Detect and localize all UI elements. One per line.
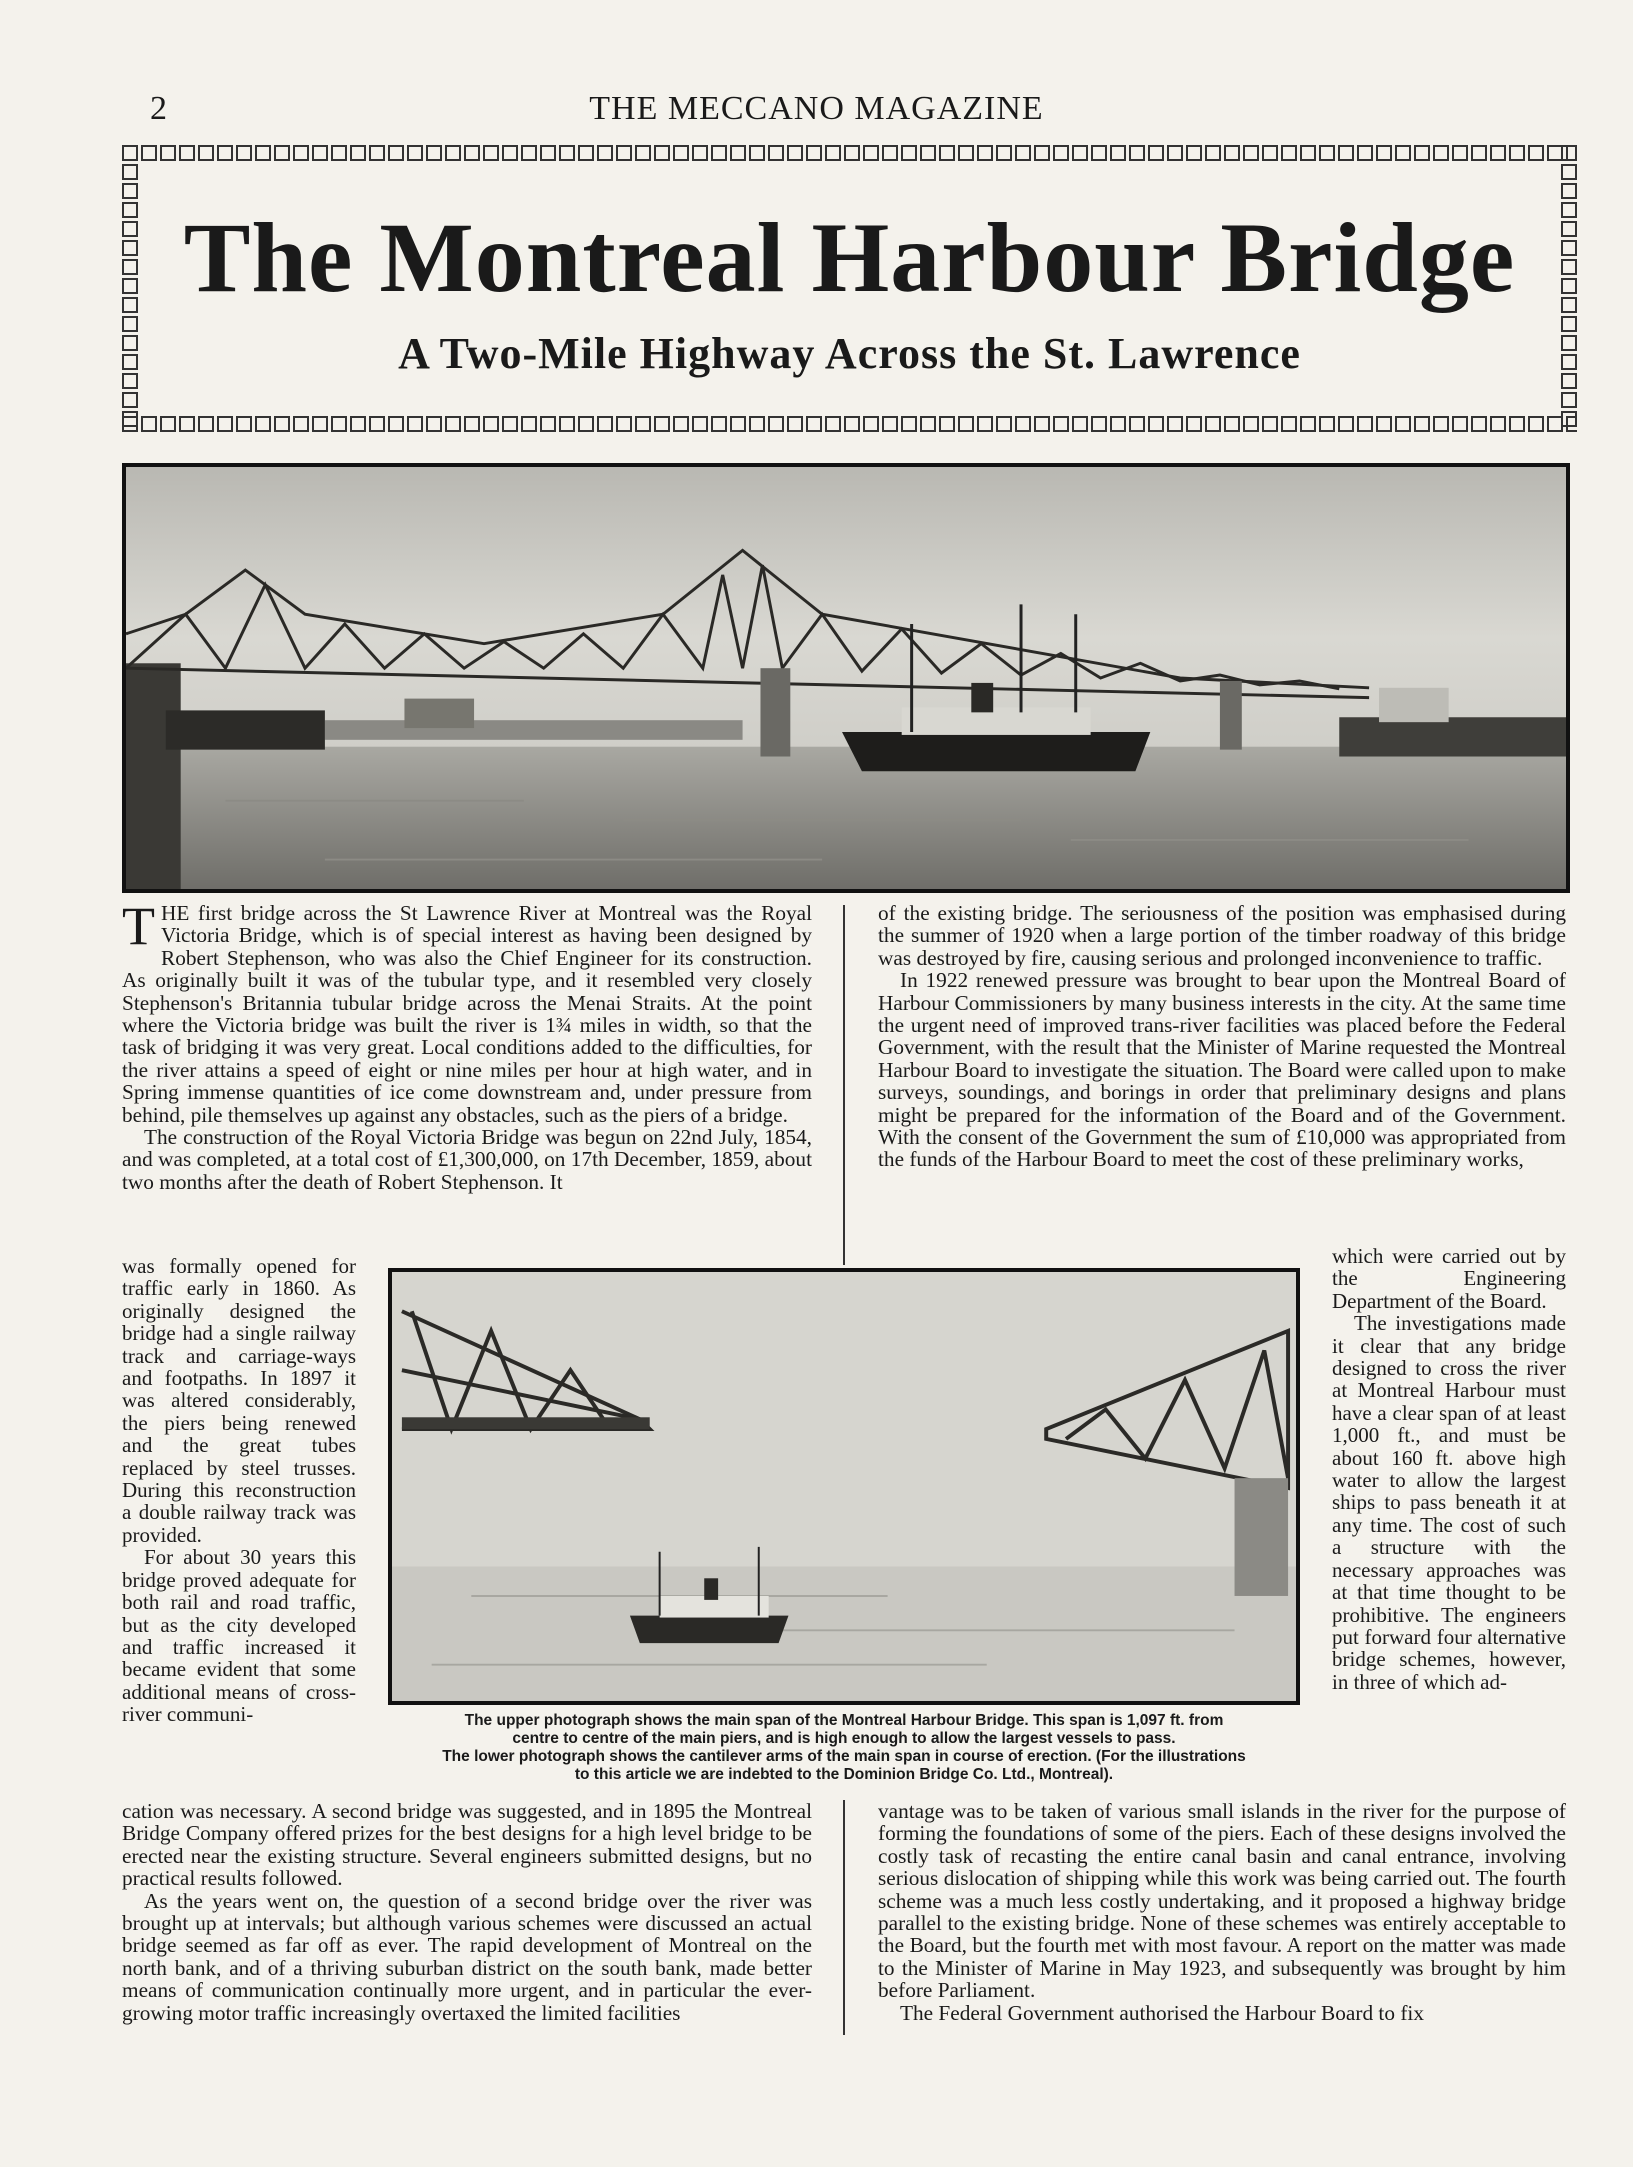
border-square: [1129, 416, 1145, 432]
paragraph: vantage was to be taken of various small islands in the river for the purpose of forming the foundations of some of the piers. Each of these designs involved the costly task of recasting the entire canal basin and canal entrance, involving serious dislocation of shipping while this work was being carried out. The fourth scheme was a much less costly undertaking, and it proposed a highway bridge parallel to the existing bridge. None of these schemes was entirely acceptable to the Board, but the fourth met with most favour. A report on the matter was made to the Minister of Marine in May 1923, and subsequently was brought by him before Parliament.: [878, 1799, 1566, 2003]
border-square: [483, 416, 499, 432]
border-square: [1509, 145, 1525, 161]
border-square: [882, 145, 898, 161]
border-square: [1091, 145, 1107, 161]
border-square: [198, 416, 214, 432]
border-square: [1433, 145, 1449, 161]
border-square: [768, 416, 784, 432]
border-square: [1561, 183, 1577, 199]
border-square: [1561, 145, 1577, 161]
border-square: [654, 416, 670, 432]
border-square: [179, 145, 195, 161]
border-square: [1186, 145, 1202, 161]
border-square: [1281, 416, 1297, 432]
border-square: [635, 416, 651, 432]
border-square: [217, 416, 233, 432]
border-square: [293, 145, 309, 161]
border-square: [578, 416, 594, 432]
border-square: [977, 416, 993, 432]
border-square: [939, 416, 955, 432]
article-left-column-bottom: [122, 1800, 812, 2024]
border-square: [863, 416, 879, 432]
border-square: [1205, 145, 1221, 161]
border-square: [445, 416, 461, 432]
border-square: [540, 416, 556, 432]
border-square: [578, 145, 594, 161]
article-left-column-top: [122, 896, 812, 1194]
border-square: [141, 145, 157, 161]
border-square: [1376, 416, 1392, 432]
border-square: [160, 416, 176, 432]
border-square: [236, 145, 252, 161]
paragraph: The Federal Government authorised the Harbour Board to fix: [900, 2000, 1424, 2025]
border-square: [483, 145, 499, 161]
border-square: [1015, 145, 1031, 161]
border-square: [920, 416, 936, 432]
border-square: [901, 416, 917, 432]
border-square: [1509, 416, 1525, 432]
photo-caption: [388, 1712, 1300, 1784]
border-square: [122, 164, 138, 180]
border-square: [1224, 145, 1240, 161]
paragraph: For about 30 years this bridge proved adequate for both rail and road traffic, but as the city developed and traffic increased it became evident that some additional means of cross-river communi-: [122, 1545, 356, 1727]
caption-line: to this article we are indebted to the Dominion Bridge Co. Ltd., Montreal).: [574, 1766, 1114, 1783]
paragraph: The construction of the Royal Victoria Bridge was begun on 22nd July, 1854, and was completed, at a total cost of £1,300,000, on 17th December, 1859, about two months after the death of Robert Stephenson. It: [122, 1125, 812, 1194]
border-square: [1357, 416, 1373, 432]
border-square: [654, 145, 670, 161]
border-square: [1300, 416, 1316, 432]
border-square: [692, 145, 708, 161]
border-square: [407, 145, 423, 161]
paragraph: HE first bridge across the St Lawrence River at Montreal was the Royal Victoria Bridge, which is of special interest as having been designed by Robert Stephenson, who was also the Chief Engineer for its construction. As originally built it was of the tubular type, and it resembled very closely Stephenson's Britannia tubular bridge across the Menai Straits. At the point where the Victoria bridge was built the river is 1¾ miles in width, so that the task of bridging it was very great. Local conditions added to the difficulties, for the river attains a speed of eight or nine miles per hour at high water, and in Spring immense quantities of ice come downstream and, under pressure from behind, pile themselves up against any obstacles, such as the piers of a bridge.: [122, 901, 812, 1127]
border-square: [1072, 416, 1088, 432]
border-square: [312, 145, 328, 161]
border-square: [996, 416, 1012, 432]
border-square: [1490, 145, 1506, 161]
border-square: [464, 145, 480, 161]
border-square: [616, 416, 632, 432]
border-square: [1561, 411, 1577, 427]
border-square: [616, 145, 632, 161]
border-square: [1376, 145, 1392, 161]
border-square: [274, 416, 290, 432]
title-border-top: [122, 145, 1577, 161]
border-square: [388, 145, 404, 161]
border-square: [920, 145, 936, 161]
border-square: [711, 145, 727, 161]
border-square: [141, 416, 157, 432]
border-square: [597, 416, 613, 432]
border-square: [1186, 416, 1202, 432]
border-square: [1167, 416, 1183, 432]
border-square: [1091, 416, 1107, 432]
border-square: [939, 145, 955, 161]
border-square: [502, 145, 518, 161]
border-square: [1015, 416, 1031, 432]
border-square: [464, 416, 480, 432]
border-square: [255, 416, 271, 432]
border-square: [1319, 416, 1335, 432]
border-square: [1167, 145, 1183, 161]
paragraph: was formally opened for traffic early in 1860. As originally designed the bridge had a single railway track and carriage-ways and footpaths. In 1897 it was altered considerably, the piers being renewed and the great tubes replaced by steel trusses. During this reconstruction a double railway track was provided.: [122, 1254, 356, 1547]
border-square: [1224, 416, 1240, 432]
border-square: [312, 416, 328, 432]
bridge-main-span-photo: [122, 463, 1570, 893]
border-square: [1414, 145, 1430, 161]
paragraph: In 1922 renewed pressure was brought to bear upon the Montreal Board of Harbour Commissioners by many business interests in the city. At the same time the urgent need of improved trans-river facilities was placed before the Federal Government, with the result that the Minister of Marine requested the Montreal Harbour Board to investigate the situation. The Board were called upon to make surveys, soundings, and borings in order that preliminary designs and plans might be prepared for the information of the Board and of the Government. With the consent of the Government the sum of £10,000 was appropriated from the funds of the Harbour Board to meet the cost of these preliminary works,: [878, 968, 1566, 1172]
border-square: [673, 416, 689, 432]
border-square: [996, 145, 1012, 161]
border-square: [426, 416, 442, 432]
border-square: [160, 145, 176, 161]
border-square: [540, 145, 556, 161]
border-square: [1300, 145, 1316, 161]
page-number: 2: [150, 90, 167, 127]
border-square: [407, 416, 423, 432]
border-square: [597, 145, 613, 161]
border-square: [1452, 145, 1468, 161]
border-square: [1148, 416, 1164, 432]
border-square: [1053, 416, 1069, 432]
column-rule-bottom: [843, 1800, 845, 2035]
border-square: [844, 145, 860, 161]
border-square: [787, 145, 803, 161]
border-square: [1034, 416, 1050, 432]
border-square: [293, 416, 309, 432]
border-square: [1528, 416, 1544, 432]
border-square: [787, 416, 803, 432]
border-square: [1205, 416, 1221, 432]
border-square: [825, 145, 841, 161]
border-square: [559, 416, 575, 432]
border-square: [198, 145, 214, 161]
border-square: [445, 145, 461, 161]
border-square: [958, 416, 974, 432]
article-left-narrow-column: [122, 1255, 356, 1726]
border-square: [1262, 416, 1278, 432]
paragraph: of the existing bridge. The seriousness of the position was emphasised during the summer of 1920 when a large portion of the timber roadway of this bridge was destroyed by fire, causing serious and prolonged inconvenience to traffic.: [878, 901, 1566, 970]
cantilever-erection-photo: [388, 1268, 1300, 1705]
border-square: [1338, 416, 1354, 432]
border-square: [1528, 145, 1544, 161]
border-square: [1129, 145, 1145, 161]
border-square: [863, 145, 879, 161]
border-square: [1110, 416, 1126, 432]
border-square: [1433, 416, 1449, 432]
article-subtitle: A Two-Mile Highway Across the St. Lawrence: [398, 329, 1301, 378]
border-square: [1561, 164, 1577, 180]
running-header: THE MECCANO MAGAZINE: [589, 90, 1044, 127]
border-square: [1243, 416, 1259, 432]
border-square: [521, 145, 537, 161]
title-border-bottom: [122, 416, 1577, 432]
border-square: [1319, 145, 1335, 161]
border-square: [1471, 145, 1487, 161]
column-rule-top: [843, 905, 845, 1265]
border-square: [122, 145, 138, 161]
article-title: The Montreal Harbour Bridge: [183, 202, 1516, 313]
border-square: [768, 145, 784, 161]
border-square: [1072, 145, 1088, 161]
border-square: [1414, 416, 1430, 432]
article-right-column-bottom: [878, 1800, 1566, 2024]
border-square: [730, 416, 746, 432]
caption-line: The upper photograph shows the main span of the Montreal Harbour Bridge. This span is 1,097 ft. from: [464, 1712, 1224, 1729]
border-square: [369, 416, 385, 432]
border-square: [1490, 416, 1506, 432]
border-square: [1395, 416, 1411, 432]
border-square: [274, 145, 290, 161]
border-square: [521, 416, 537, 432]
border-square: [122, 183, 138, 199]
caption-line: The lower photograph shows the cantilever arms of the main span in course of erection. (For the illustrations: [442, 1748, 1246, 1765]
border-square: [1561, 392, 1577, 408]
border-square: [122, 392, 138, 408]
border-square: [1452, 416, 1468, 432]
border-square: [901, 145, 917, 161]
border-square: [977, 145, 993, 161]
border-square: [635, 145, 651, 161]
border-square: [844, 416, 860, 432]
border-square: [388, 416, 404, 432]
border-square: [502, 416, 518, 432]
border-square: [255, 145, 271, 161]
border-square: [673, 145, 689, 161]
border-square: [179, 416, 195, 432]
border-square: [825, 416, 841, 432]
border-square: [331, 416, 347, 432]
border-square: [1262, 145, 1278, 161]
border-square: [1471, 416, 1487, 432]
border-square: [958, 145, 974, 161]
article-right-column-top: [878, 902, 1566, 1171]
border-square: [1243, 145, 1259, 161]
border-square: [1148, 145, 1164, 161]
border-square: [711, 416, 727, 432]
paragraph: cation was necessary. A second bridge was suggested, and in 1895 the Montreal Bridge Company offered prizes for the best designs for a high level bridge to be erected near the existing structure. Several engineers submitted designs, but no practical results followed.: [122, 1799, 812, 1891]
border-square: [350, 416, 366, 432]
border-square: [692, 416, 708, 432]
border-square: [350, 145, 366, 161]
border-square: [122, 411, 138, 427]
border-square: [806, 145, 822, 161]
border-square: [217, 145, 233, 161]
drop-cap: T: [122, 896, 155, 956]
border-square: [1357, 145, 1373, 161]
border-square: [1053, 145, 1069, 161]
border-square: [1281, 145, 1297, 161]
article-right-narrow-column: [1332, 1245, 1566, 1693]
border-square: [1034, 145, 1050, 161]
caption-line: centre to centre of the main piers, and is high enough to allow the largest vessels to pass.: [512, 1730, 1176, 1747]
border-square: [882, 416, 898, 432]
border-square: [426, 145, 442, 161]
border-square: [1110, 145, 1126, 161]
paragraph: As the years went on, the question of a second bridge over the river was brought up at intervals; but although various schemes were discussed an actual bridge seemed as far off as ever. The rapid development of Montreal on the north bank, and of a thriving suburban district on the south bank, made better means of communication continually more urgent, and in particular the ever-growing motor traffic increasingly overtaxed the limited facilities: [122, 1888, 812, 2025]
border-square: [1395, 145, 1411, 161]
border-square: [749, 416, 765, 432]
border-square: [806, 416, 822, 432]
border-square: [749, 145, 765, 161]
border-square: [236, 416, 252, 432]
border-square: [331, 145, 347, 161]
border-square: [369, 145, 385, 161]
border-square: [1338, 145, 1354, 161]
paragraph: which were carried out by the Engineering Department of the Board.: [1332, 1244, 1566, 1313]
border-square: [559, 145, 575, 161]
paragraph: The investigations made it clear that any bridge designed to cross the river at Montreal Harbour must have a clear span of at least 1,000 ft., and must be about 160 ft. above high water to allow the largest ships to pass beneath it at any time. The cost of such a structure with the necessary approaches was at that time thought to be prohibitive. The engineers put forward four alternative bridge schemes, however, in three of which ad-: [1332, 1311, 1566, 1694]
border-square: [730, 145, 746, 161]
